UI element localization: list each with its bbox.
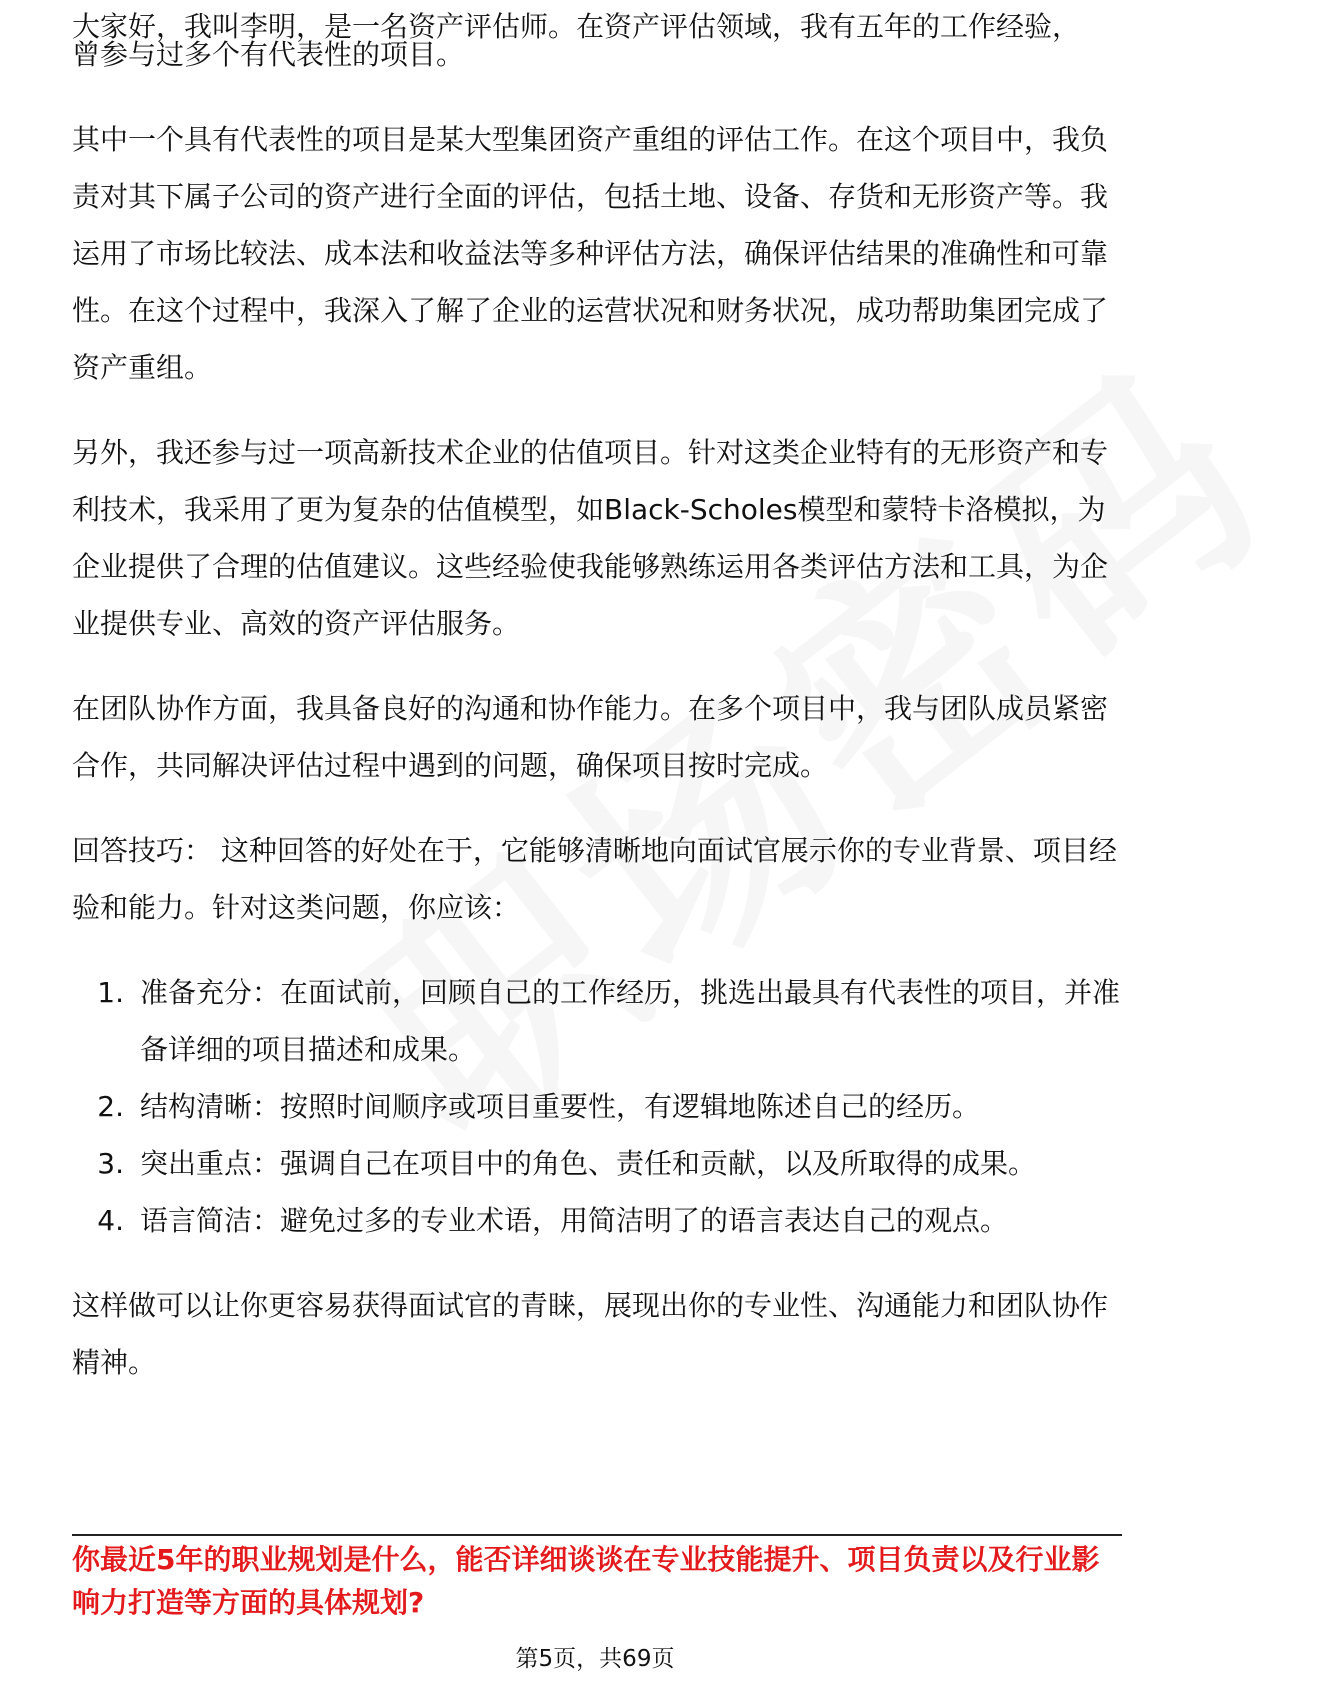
tips-list — [72, 964, 1122, 1249]
clipped-top-line: 大家好，我叫李明，是一名资产评估师。在资产评估领域，我有五年的工作经验， — [72, 10, 1081, 43]
list-item: 2. 结构清晰：按照时间顺序或项目重要性，有逻辑地陈述自己的经历。 — [97, 1090, 981, 1123]
list-item: 1. 准备充分：在面试前，回顾自己的工作经历，挑选出最具有代表性的项目，并准备详细的项目描述和成果。 — [97, 976, 1121, 1066]
paragraph-answer-tips: 回答技巧： 这种回答的好处在于，它能够清晰地向面试官展示你的专业背景、项目经验和能力。针对这类问题，你应该： — [72, 834, 1117, 924]
paragraph-project-2: 另外，我还参与过一项高新技术企业的估值项目。针对这类企业特有的无形资产和专利技术，我采用了更为复杂的估值模型，如Black-Scholes模型和蒙特卡洛模拟，为企业提供了合理的估值建议。这些经验使我能够熟练运用各类评估方法和工具，为企业提供专业、高效的资产评估服务。 — [72, 436, 1109, 640]
list-item: 4. 语言简洁：避免过多的专业术语，用简洁明了的语言表达自己的观点。 — [97, 1204, 1009, 1237]
paragraph-teamwork: 在团队协作方面，我具备良好的沟通和协作能力。在多个项目中，我与团队成员紧密合作，共同解决评估过程中遇到的问题，确保项目按时完成。 — [72, 692, 1109, 782]
next-question-heading: 你最近5年的职业规划是什么，能否详细谈谈在专业技能提升、项目负责以及行业影响力打造等方面的具体规划? — [72, 1543, 1100, 1619]
paragraph-project-1: 其中一个具有代表性的项目是某大型集团资产重组的评估工作。在这个项目中，我负责对其下属子公司的资产进行全面的评估，包括土地、设备、存货和无形资产等。我运用了市场比较法、成本法和收益法等多种评估方法，确保评估结果的准确性和可靠性。在这个过程中，我深入了解了企业的运营状况和财务状况，成功帮助集团完成了资产重组。 — [72, 123, 1109, 384]
paragraph-intro-end: 曾参与过多个有代表性的项目。 — [72, 38, 465, 71]
list-item: 3. 突出重点：强调自己在项目中的角色、责任和贡献，以及所取得的成果。 — [97, 1147, 1037, 1180]
divider — [72, 1534, 1122, 1536]
page-footer: 第5页，共69页 — [515, 1646, 675, 1672]
paragraph-closing: 这样做可以让你更容易获得面试官的青睐，展现出你的专业性、沟通能力和团队协作精神。 — [72, 1289, 1109, 1379]
document-body — [72, 10, 1122, 1419]
